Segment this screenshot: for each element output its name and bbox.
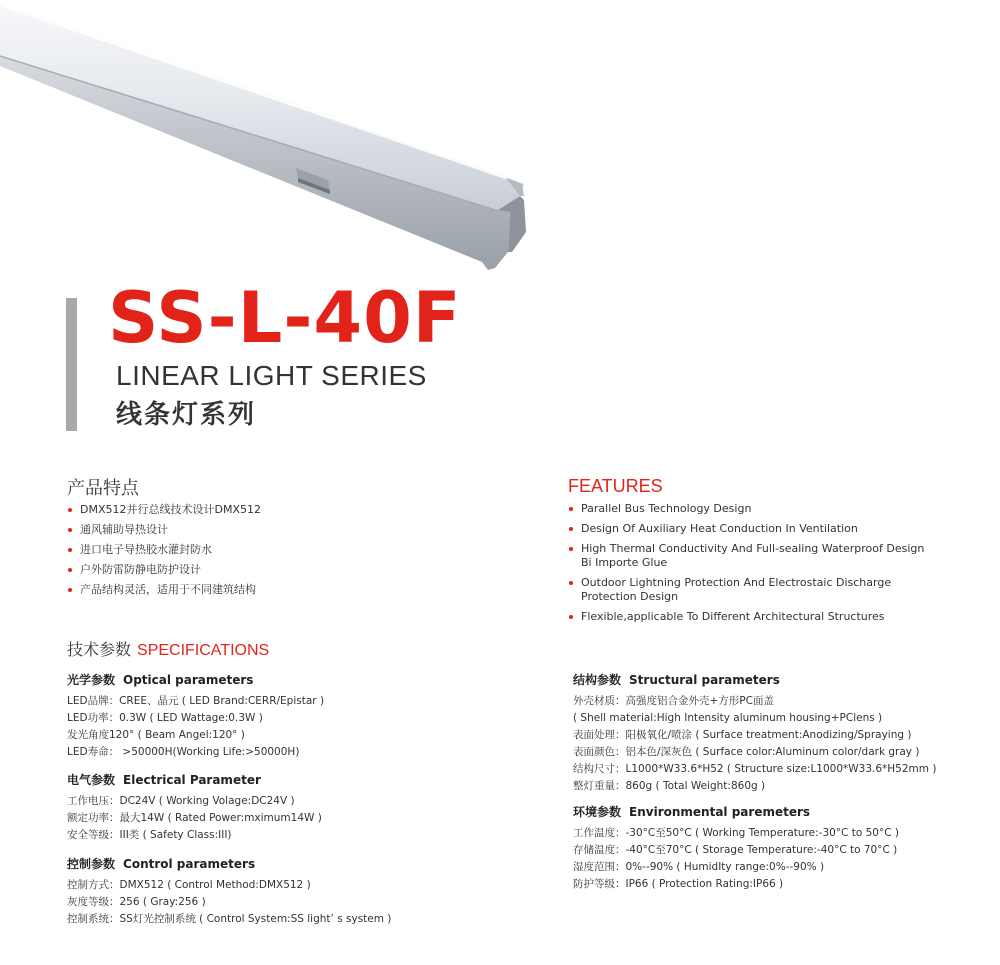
spec-line: 结构尺寸：L1000*W33.6*H52 ( Structure size:L1000*W33.6*H52mm ) [573, 763, 937, 775]
spec-line: 工作温度：-30°C至50°C ( Working Temperature:-30°C to 50°C ) [573, 827, 899, 839]
spec-line: 防护等级：IP66 ( Protection Rating:IP66 ) [573, 878, 784, 890]
spec-line: 表面颜色：铝本色/深灰色 ( Surface color:Aluminum color/dark gray ) [573, 746, 920, 758]
group-title [67, 771, 322, 788]
spec-line: LED寿命： >50000H(Working Life:>50000H) [67, 746, 300, 758]
environmental-parameters [573, 803, 899, 893]
product-model-title: SS-L-40F [108, 277, 462, 359]
optical-parameters [67, 671, 324, 761]
series-name-zh: 线条灯系列 [116, 400, 257, 430]
group-title-zh: 环境参数 [573, 805, 622, 819]
group-title-en: Structural parameters [629, 673, 780, 687]
list-item: Outdoor Lightning Protection And Electrostaic Discharge Protection Design [568, 576, 928, 604]
features-en-list [568, 502, 928, 630]
group-title [67, 855, 391, 872]
series-name-en: LINEAR LIGHT SERIES [116, 360, 427, 391]
spec-line: LED品牌：CREE、晶元 ( LED Brand:CERR/Epistar ) [67, 695, 325, 707]
specifications-title [67, 637, 269, 660]
list-item: Parallel Bus Technology Design [568, 502, 928, 516]
structural-parameters [573, 671, 936, 795]
features-zh-title: 产品特点 [67, 478, 139, 499]
specifications-title-zh: 技术参数 [67, 640, 132, 659]
spec-line: 湿度范围：0%--90% ( HumidIty range:0%--90% ) [573, 861, 825, 873]
group-title-zh: 光学参数 [67, 673, 116, 687]
group-title [67, 671, 324, 688]
spec-line: 存储温度：-40°C至70°C ( Storage Temperature:-40°C to 70°C ) [573, 844, 898, 856]
spec-line: 安全等级：III类 ( Safety Class:III) [67, 829, 232, 841]
spec-line: 发光角度120° ( Beam Angel:120° ) [67, 729, 245, 741]
group-title-zh: 结构参数 [573, 673, 622, 687]
spec-line: LED功率：0.3W ( LED Wattage:0.3W ) [67, 712, 263, 724]
control-parameters [67, 855, 391, 928]
spec-line: 灰度等级：256 ( Gray:256 ) [67, 896, 206, 908]
group-title-en: Control parameters [123, 857, 256, 871]
spec-line: 控制方式：DMX512 ( Control Method:DMX512 ) [67, 879, 311, 891]
group-title [573, 803, 899, 820]
group-title-zh: 电气参数 [67, 773, 116, 787]
spec-line: 表面处理：阳极氧化/喷涂 ( Surface treatment:Anodizing/Spraying ) [573, 729, 912, 741]
linear-light-product-image [0, 0, 1000, 300]
specifications-title-en: SPECIFICATIONS [137, 642, 270, 659]
spec-line: 外壳材质：高强度铝合金外壳+方形PC面盖 [573, 695, 774, 707]
title-accent-bar [66, 298, 77, 431]
spec-line: 控制系统：SS灯光控制系统 ( Control System:SS light’ s system ) [67, 913, 392, 925]
group-title-zh: 控制参数 [67, 857, 116, 871]
spec-line: 整灯重量：860g ( Total Weight:860g ) [573, 780, 766, 792]
list-item: Design Of Auxiliary Heat Conduction In Ventilation [568, 522, 928, 536]
list-item: 产品结构灵活，适用于不同建筑结构 [67, 583, 447, 597]
group-title-en: Electrical Parameter [123, 773, 261, 787]
list-item: High Thermal Conductivity And Full-sealing Waterproof Design Bi Importe Glue [568, 542, 928, 570]
features-zh-list [67, 503, 447, 603]
list-item: DMX512并行总线技术设计DMX512 [67, 503, 447, 517]
list-item: 进口电子导热胶水灌封防水 [67, 543, 447, 557]
spec-line: 额定功率：最大14W ( Rated Power:mximum14W ) [67, 812, 322, 824]
list-item: Flexible,applicable To Different Architectural Structures [568, 610, 928, 624]
spec-line: 工作电压：DC24V ( Working Volage:DC24V ) [67, 795, 295, 807]
features-en-title: FEATURES [568, 476, 663, 496]
group-title-en: Optical parameters [123, 673, 254, 687]
spec-line: ( Shell material:High Intensity aluminum housing+PClens ) [573, 712, 883, 724]
electrical-parameters [67, 771, 322, 844]
group-title-en: Environmental paremeters [629, 805, 811, 819]
list-item: 通风辅助导热设计 [67, 523, 447, 537]
list-item: 户外防雷防静电防护设计 [67, 563, 447, 577]
group-title [573, 671, 936, 688]
